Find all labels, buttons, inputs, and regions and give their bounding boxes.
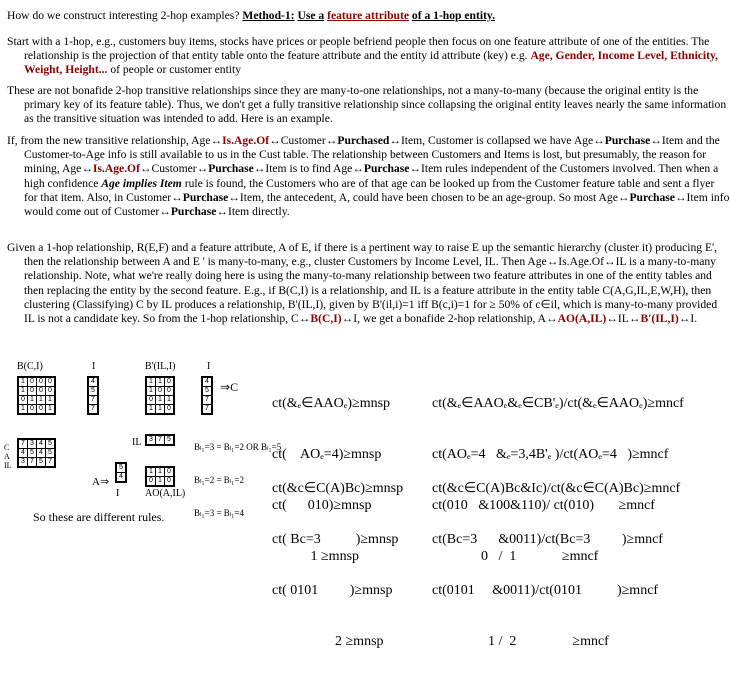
bci-label: B(C,I) xyxy=(17,361,43,372)
aoail-label: AO(A,IL) xyxy=(145,488,186,499)
ilval-cell: 4 xyxy=(203,378,212,387)
title-feature-attr: feature attribute xyxy=(327,9,409,22)
bpili-row xyxy=(147,396,174,405)
cust-cell: 4 xyxy=(37,449,46,458)
ao-row xyxy=(147,468,174,477)
p3-purchase4: Purchase xyxy=(182,190,229,204)
bci-cell: 1 xyxy=(46,396,55,405)
item-cell: 7 xyxy=(89,396,98,405)
ao-matrix xyxy=(145,466,175,487)
ilvals-table xyxy=(202,377,212,414)
paragraph-4 xyxy=(7,241,730,326)
cust-cell: 5 xyxy=(37,458,46,467)
item-row xyxy=(89,396,98,405)
a-side: A xyxy=(4,452,10,461)
bci-row xyxy=(19,405,55,414)
il-side: IL xyxy=(4,461,12,470)
item-column xyxy=(87,376,99,415)
f1-1: ct(&ₑ∈AAOₑ)≥mnsp xyxy=(272,396,391,411)
title-lead: How do we construct interesting 2-hop examples? xyxy=(7,9,240,22)
bci-cell: 0 xyxy=(37,405,46,414)
p3-purchase3: Purchase xyxy=(363,162,410,176)
ilval-row xyxy=(203,378,212,387)
cust-side-labels xyxy=(4,443,12,470)
formulas-col3 xyxy=(272,446,403,684)
p3-purchase6: Purchase xyxy=(170,205,217,219)
bci-cell: 0 xyxy=(37,387,46,396)
f2-4: 0 / 1 ≥mncf xyxy=(432,549,599,564)
bpili-table xyxy=(146,377,174,414)
bci-cell: 0 xyxy=(19,396,28,405)
ao-table xyxy=(146,467,174,486)
c-label: C xyxy=(230,380,239,394)
item-row xyxy=(89,387,98,396)
para1-text2: of people or customer entity xyxy=(110,63,242,77)
b-note-1: Bₗ₁=3 = Bₗ₁=2 OR Bₗ₁=5 xyxy=(194,442,282,452)
item-cell: 4 xyxy=(89,378,98,387)
paragraph-3 xyxy=(7,134,730,219)
title-line xyxy=(7,9,713,23)
bci-cell: 0 xyxy=(28,378,37,387)
p3-g: ↔Item rules independent of the Customers involved. Then when a high confidence xyxy=(24,162,719,190)
a-bottom-arrow xyxy=(92,475,109,488)
f3-4: 2 ≥mnsp xyxy=(272,634,384,649)
bpili-cell: 0 xyxy=(165,405,174,414)
a-bottom: A xyxy=(92,476,100,488)
cust-cell: 5 xyxy=(46,449,55,458)
cust-cell: 5 xyxy=(46,440,55,449)
bci-cell: 1 xyxy=(46,405,55,414)
p4-bci: B(C,I) xyxy=(310,312,342,326)
p3-f: ↔Item is to find Age↔ xyxy=(253,162,364,176)
p3-i: ↔Item, the antecedent, A, could have been chosen to be an age-group. So most Age↔ xyxy=(228,190,630,204)
bci-cell: 1 xyxy=(19,378,28,387)
b-note-2: Bₗ₁=2 = Bₗ₁=2 xyxy=(194,475,244,485)
paragraph-1 xyxy=(7,35,730,78)
item-table xyxy=(88,377,98,414)
p4-b: ↔I, we get a bonafide 2-hop relationship, A↔ xyxy=(341,312,558,326)
para1-text1: Start with a 1-hop, e.g., customers buy items, stocks have prices or people befriend people then focus on one feature attribute of one of the entities. The relationship is the projection of that entity table onto the feature attribute and the entity id attribute (key) e.g. xyxy=(7,35,710,63)
ilval-row xyxy=(203,387,212,396)
item-row xyxy=(89,405,98,414)
p4-bpili: B'(IL,I) xyxy=(640,312,679,326)
bci-cell: 1 xyxy=(19,405,28,414)
ao-cell: 1 xyxy=(147,468,156,477)
cust-row xyxy=(19,449,55,458)
bpili-cell: 0 xyxy=(156,387,165,396)
ilrow-table xyxy=(146,435,174,445)
il-vals-column xyxy=(201,376,213,415)
p3-j: ↔Item info would come out of Customer↔ xyxy=(24,190,730,219)
cust-row xyxy=(19,458,55,467)
title-method-pre: Use a xyxy=(297,9,325,22)
p3-a: If, from the new transitive relationship, Age↔ xyxy=(7,134,223,147)
cust-table xyxy=(17,438,56,468)
p3-purchased: Purchased xyxy=(337,134,390,147)
bci-matrix xyxy=(17,376,56,415)
arrow-glyph: ⇒ xyxy=(220,380,231,394)
arrow-c xyxy=(220,380,238,395)
bci-row xyxy=(19,396,55,405)
p3-implies: Age implies Item xyxy=(101,176,182,190)
b-notes xyxy=(194,420,281,541)
f2-2: ct(AOₑ=4 &ₑ=3,4B'ₑ )/ct(AOₑ=4 )≥mncf xyxy=(432,447,669,462)
cust-cell: 7 xyxy=(28,458,37,467)
bci-cell: 0 xyxy=(46,387,55,396)
bci-cell: 0 xyxy=(28,387,37,396)
f2-1: ct(&ₑ∈AAOₑ&ₑ∈CB'ₑ)/ct(&ₑ∈AAOₑ)≥mncf xyxy=(432,396,684,411)
a-arrow-glyph: ⇒ xyxy=(99,476,110,488)
f4-2: ct(Bc=3 &0011)/ct(Bc=3 )≥mncf xyxy=(432,532,663,547)
p3-isageof: Is.Age.Of xyxy=(222,134,270,147)
f4-1: ct(&c∈C(A)Bc&Ic)/ct(&c∈C(A)Bc)≥mncf xyxy=(432,481,681,496)
f3-1: ct(&c∈C(A)Bc)≥mnsp xyxy=(272,481,404,496)
ilrow-row xyxy=(147,436,174,445)
bpili-cell: 1 xyxy=(147,405,156,414)
p3-k: ↔Item directly. xyxy=(216,205,290,219)
bpili-matrix xyxy=(145,376,175,415)
cust-cell: 4 xyxy=(37,440,46,449)
f1-2: ct( AOₑ=4)≥mnsp xyxy=(272,447,382,462)
bpili-cell: 1 xyxy=(156,378,165,387)
ao-cell: 0 xyxy=(147,477,156,486)
p4-d: ↔I. xyxy=(678,312,698,326)
bpili-cell: 0 xyxy=(165,387,174,396)
p4-a: Given a 1-hop relationship, R(E,F) and a feature attribute, A of E, if there is a pertinent way to raise E up the semantic hierarchy (cluster it) producing E', then the relationship between A and E ' is many-to-many, e.g., cluster Customers by Income Level, IL. Then Age↔Is.Age.Of↔IL is a many-to-many relationship. Note, what we're really doing here is using the many-to-many relationship between two feature attributes in one of the entity tables and then replacing the entity by the second feature. E.g., if B(C,I) is a relationship, and IL is a feature attribute in the entity table C(A,G,IL,E,W,H), then clustering (Classifying) C by IL produces a relationship, B'(IL,I), given by B'(il,i)=1 iff B(c,i)=1 for ≥ 50% of c∈il, which is many-to-many provided IL is not a candidate key. So from the 1-hop relationship, C↔ xyxy=(7,241,718,326)
p4-c: ↔IL↔ xyxy=(606,312,641,326)
bpili-label: B'(IL,I) xyxy=(145,361,176,372)
cust-row xyxy=(19,440,55,449)
cust-cell: 3 xyxy=(28,440,37,449)
ilval-row xyxy=(203,405,212,414)
f4-3: ct(0101 &0011)/ct(0101 )≥mncf xyxy=(432,583,659,598)
p4-aoail: AO(A,IL) xyxy=(557,312,607,326)
formulas-col4 xyxy=(432,446,680,684)
p3-purchase5: Purchase xyxy=(629,190,675,204)
aocol-cell: 4 xyxy=(117,473,126,482)
cust-table-body xyxy=(18,439,55,467)
i-bottom: I xyxy=(116,488,120,499)
cust-cell: 3 xyxy=(19,458,28,467)
ilval-cell: 7 xyxy=(203,405,212,414)
p3-d: ↔Item and the Customer-to-Age info is still available to us in the Cust table. The relationship between Customers and Items is lost, but presumably, the reason for mining, Age↔ xyxy=(24,134,720,176)
f3-2: ct( Bc=3 )≥mnsp xyxy=(272,532,399,547)
bci-cell: 1 xyxy=(28,396,37,405)
f3-3: ct( 0101 )≥mnsp xyxy=(272,583,393,598)
bpili-row xyxy=(147,405,174,414)
ilrow-cell: 7 xyxy=(156,436,165,445)
aocol-row xyxy=(117,473,126,482)
f4-4: 1 / 2 ≥mncf xyxy=(432,634,609,649)
p3-h: rule is found, the Customers who are of that age can be looked up from the Customer feature table and sent a flyer for that item. Also, in Customer↔ xyxy=(24,176,715,204)
bpili-cell: 1 xyxy=(156,405,165,414)
p3-b: ↔Customer↔ xyxy=(269,134,338,147)
ilval-cell: 7 xyxy=(203,396,212,405)
bpili-cell: 1 xyxy=(165,396,174,405)
bci-cell: 0 xyxy=(28,405,37,414)
p3-isageof2: Is.Age.Of xyxy=(92,162,140,176)
aocol-cell: 5 xyxy=(117,464,126,473)
item-cell: 7 xyxy=(89,405,98,414)
bci-table xyxy=(18,377,55,414)
ao-cell: 1 xyxy=(156,477,165,486)
bpili-cell: 0 xyxy=(147,396,156,405)
ao-cell: 1 xyxy=(156,468,165,477)
cust-cell: 4 xyxy=(19,449,28,458)
bpili-row xyxy=(147,387,174,396)
title-method: Method-1: xyxy=(242,9,295,22)
bpili-cell: 1 xyxy=(147,387,156,396)
bci-cell: 0 xyxy=(46,378,55,387)
ao-cell: 0 xyxy=(165,477,174,486)
bci-cell: 1 xyxy=(19,387,28,396)
bci-cell: 1 xyxy=(37,396,46,405)
p3-e: ↔Customer↔ xyxy=(139,162,209,176)
ao-column xyxy=(115,462,127,483)
ilval-cell: 5 xyxy=(203,387,212,396)
title-method-post: of a 1-hop entity. xyxy=(411,9,495,22)
f2-3: ct(010 &100&110)/ ct(010) ≥mncf xyxy=(432,498,655,513)
ilrow-cell: 5 xyxy=(165,436,174,445)
caption: So these are different rules. xyxy=(33,510,165,524)
aocol-table xyxy=(116,463,126,482)
f1-4: 1 ≥mnsp xyxy=(272,549,360,564)
c-side: C xyxy=(4,443,10,452)
item-cell: 5 xyxy=(89,387,98,396)
ilval-row xyxy=(203,396,212,405)
f1-3: ct( 010)≥mnsp xyxy=(272,498,372,513)
p3-c: ↔Item, Customer is collapsed we have Age↔ xyxy=(389,134,605,147)
p3-purchase2: Purchase xyxy=(208,162,254,176)
ao-row xyxy=(147,477,174,486)
bci-cell: 0 xyxy=(37,378,46,387)
aocol-row xyxy=(117,464,126,473)
bpili-cell: 1 xyxy=(147,378,156,387)
bci-row xyxy=(19,387,55,396)
ao-cell: 0 xyxy=(165,468,174,477)
item-row xyxy=(89,378,98,387)
cust-cell: 7 xyxy=(46,458,55,467)
il-row xyxy=(145,434,175,446)
ilrow-cell: 3 xyxy=(147,436,156,445)
bpili-cell: 1 xyxy=(156,396,165,405)
cust-cell: 7 xyxy=(19,440,28,449)
paragraph-2: These are not bonafide 2-hop transitive relationships since they are many-to-one relationships, not a many-to-many (because the original entity is the primary key of its feature table). Thus, we don't get a fully transitive relationship since collapsing the original entity leaves nearly the same information as the transitive situation was intended to add. Here is an example. xyxy=(7,84,727,126)
bci-row xyxy=(19,378,55,387)
para1-attrs: Age, Gender, Income Level, Ethnicity, Weight, Height... xyxy=(24,49,719,77)
p3-purchase1: Purchase xyxy=(604,134,651,147)
cust-cell: 5 xyxy=(28,449,37,458)
il-label: IL xyxy=(132,437,142,448)
bpili-row xyxy=(147,378,174,387)
bpili-cell: 0 xyxy=(165,378,174,387)
i-label-2: I xyxy=(207,361,211,372)
b-note-3: Bₗ₁=3 = Bₗ₁=4 xyxy=(194,508,244,518)
i-label: I xyxy=(92,361,96,372)
